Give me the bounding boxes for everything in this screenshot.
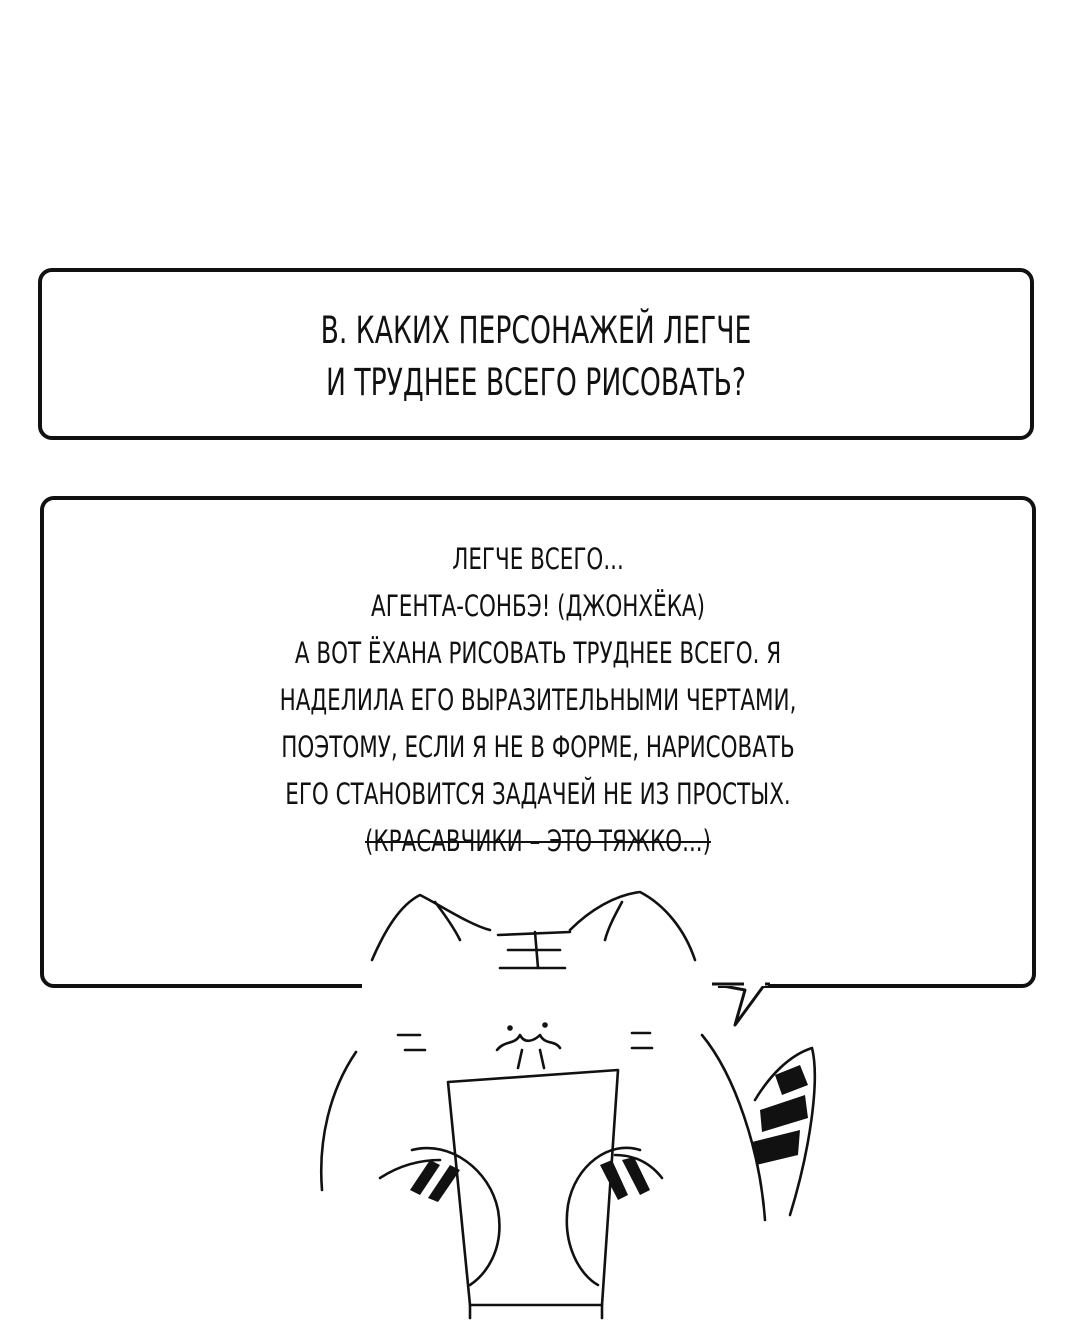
cat-holding-paper-icon <box>300 880 860 1341</box>
answer-line-2: АГЕНТА-СОНБЭ! (ДЖОНХЁКА) <box>371 589 705 623</box>
strikethrough-note: (КРАСАВЧИКИ – ЭТО ТЯЖКО...) <box>365 824 711 858</box>
answer-line-3: А ВОТ ЁХАНА РИСОВАТЬ ТРУДНЕЕ ВСЕГО. Я <box>294 636 782 670</box>
question-line-1: В. КАКИХ ПЕРСОНАЖЕЙ ЛЕГЧЕ <box>320 309 752 352</box>
answer-line-6: ЕГО СТАНОВИТСЯ ЗАДАЧЕЙ НЕ ИЗ ПРОСТЫХ. <box>285 777 791 811</box>
question-text <box>177 305 894 409</box>
answer-line-1: ЛЕГЧЕ ВСЕГО... <box>452 542 624 576</box>
answer-line-5: ПОЭТОМУ, ЕСЛИ Я НЕ В ФОРМЕ, НАРИСОВАТЬ <box>281 730 795 764</box>
answer-text <box>169 536 906 865</box>
answer-line-4: НАДЕЛИЛА ЕГО ВЫРАЗИТЕЛЬНЫМИ ЧЕРТАМИ, <box>279 683 797 717</box>
question-line-2: И ТРУДНЕЕ ВСЕГО РИСОВАТЬ? <box>325 361 747 404</box>
